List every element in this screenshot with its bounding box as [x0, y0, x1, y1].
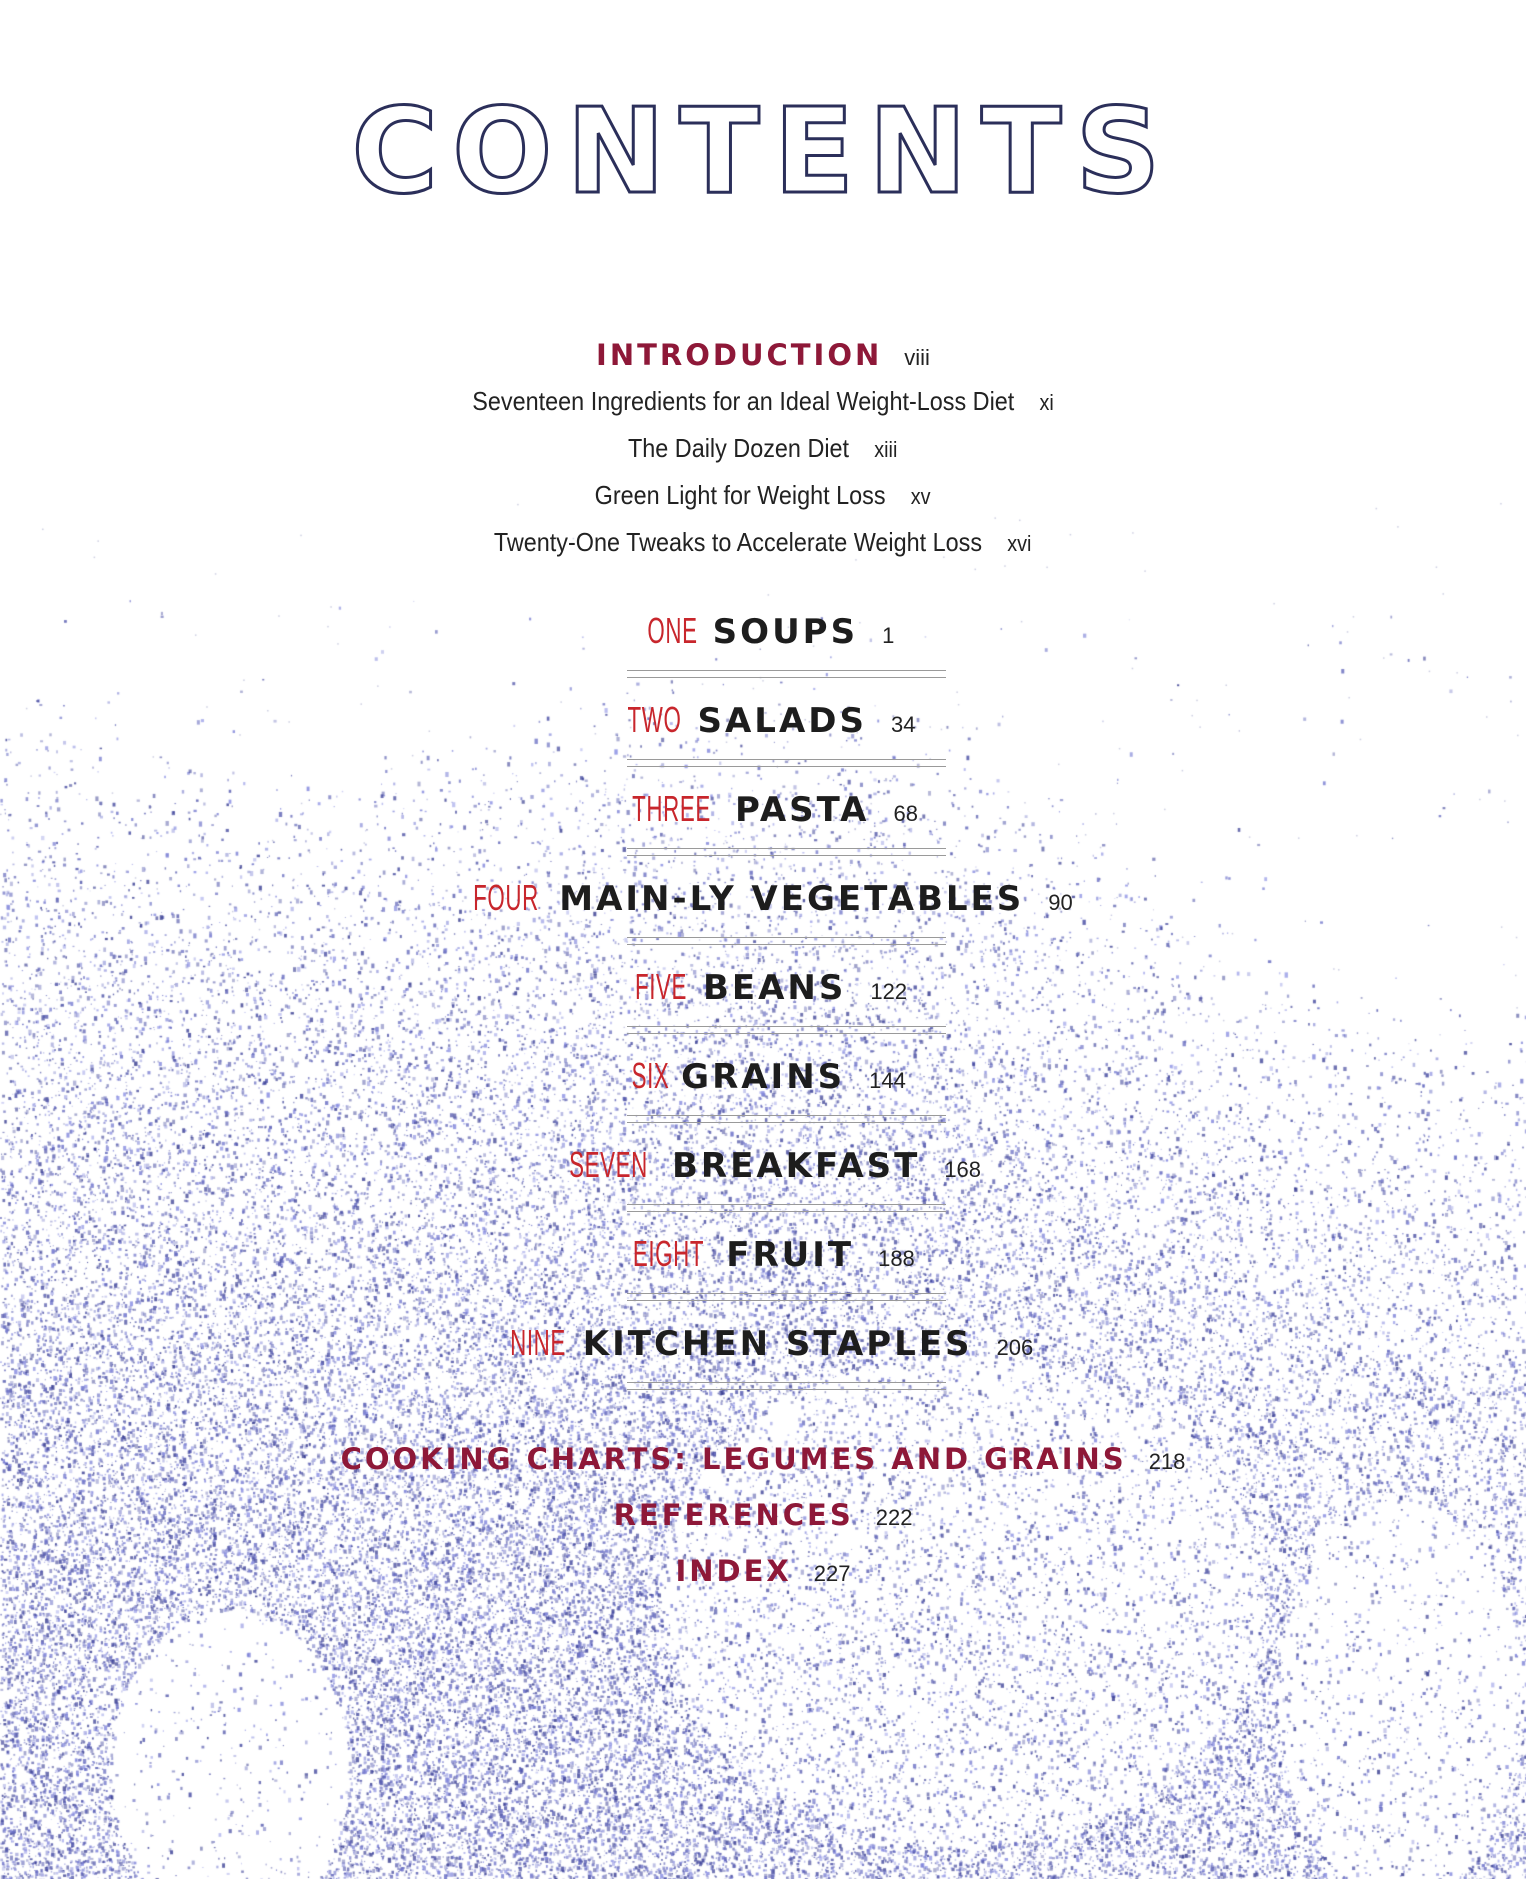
toc-chapter[interactable] [0, 1055, 1526, 1097]
toc-entry-cooking-charts[interactable] [0, 1442, 1526, 1476]
toc-chapter[interactable] [0, 1322, 1526, 1364]
chapter-name: SALADS [697, 701, 867, 741]
divider-rule [627, 848, 946, 856]
toc-chapter[interactable] [0, 788, 1526, 830]
chapter-name: PASTA [735, 790, 870, 830]
toc-chapter[interactable] [0, 966, 1526, 1008]
chapter-page: 68 [893, 801, 918, 826]
chapter-number: EIGHT [633, 1233, 705, 1274]
divider-rule [627, 1293, 946, 1301]
chapter-number: SEVEN [569, 1144, 648, 1185]
subentry-page: xv [911, 484, 931, 509]
chapter-name: SOUPS [712, 612, 859, 652]
toc-entry-index[interactable] [0, 1554, 1526, 1588]
chapter-number: ONE [647, 610, 698, 651]
divider-rule [627, 937, 946, 945]
subentry-label: Green Light for Weight Loss [595, 480, 886, 510]
chapter-page: 1 [882, 623, 895, 648]
back-matter-page: 222 [875, 1505, 913, 1530]
toc-chapter[interactable] [0, 877, 1526, 919]
toc-subentry[interactable] [0, 480, 1526, 511]
chapter-page: 34 [891, 712, 916, 737]
introduction-label: INTRODUCTION [596, 338, 883, 372]
chapter-page: 206 [996, 1335, 1034, 1360]
subentry-page: xvi [1007, 531, 1032, 556]
toc-chapter[interactable] [0, 1144, 1526, 1186]
toc-subentry[interactable] [0, 527, 1526, 558]
back-matter-label: INDEX [675, 1554, 792, 1588]
toc-chapter[interactable] [0, 610, 1526, 652]
toc-chapter[interactable] [0, 1233, 1526, 1275]
back-matter-page: 227 [813, 1561, 851, 1586]
back-matter-label: REFERENCES [613, 1498, 854, 1532]
chapter-name: MAIN-LY VEGETABLES [559, 879, 1025, 919]
divider-rule [627, 1382, 946, 1390]
chapter-number: SIX [631, 1055, 670, 1096]
divider-rule [627, 759, 946, 767]
toc-entry-introduction[interactable] [0, 338, 1526, 372]
chapter-page: 90 [1048, 890, 1073, 915]
chapter-number: NINE [509, 1322, 566, 1363]
chapter-name: BREAKFAST [672, 1146, 921, 1186]
toc-subentry[interactable] [0, 386, 1526, 417]
back-matter-label: COOKING CHARTS: LEGUMES AND GRAINS [340, 1442, 1127, 1476]
chapter-page: 144 [869, 1068, 906, 1093]
introduction-page: viii [904, 345, 930, 370]
toc-chapter[interactable] [0, 699, 1526, 741]
chapter-page: 168 [944, 1157, 982, 1182]
chapter-name: KITCHEN STAPLES [582, 1324, 973, 1364]
toc-entry-references[interactable] [0, 1498, 1526, 1532]
chapter-number: THREE [632, 788, 711, 829]
chapter-number: FOUR [473, 877, 540, 918]
subentry-label: The Daily Dozen Diet [628, 433, 850, 463]
chapter-page: 188 [878, 1246, 915, 1271]
toc-subentry[interactable] [0, 433, 1526, 464]
chapter-page: 122 [870, 979, 908, 1004]
chapter-number: FIVE [634, 966, 687, 1007]
subentry-page: xiii [874, 437, 898, 462]
divider-rule [627, 1204, 946, 1212]
divider-rule [627, 670, 946, 678]
subentry-label: Seventeen Ingredients for an Ideal Weight-Loss Diet [472, 386, 1015, 416]
chapter-number: TWO [627, 699, 681, 740]
page-title: CONTENTS [351, 82, 1175, 220]
subentry-label: Twenty-One Tweaks to Accelerate Weight Loss [494, 527, 983, 557]
back-matter-page: 218 [1148, 1449, 1186, 1474]
chapter-name: BEANS [702, 968, 847, 1008]
chapter-name: GRAINS [681, 1057, 846, 1097]
divider-rule [627, 1115, 946, 1123]
divider-rule [627, 1026, 946, 1034]
chapter-name: FRUIT [726, 1235, 855, 1275]
subentry-page: xi [1039, 390, 1054, 415]
